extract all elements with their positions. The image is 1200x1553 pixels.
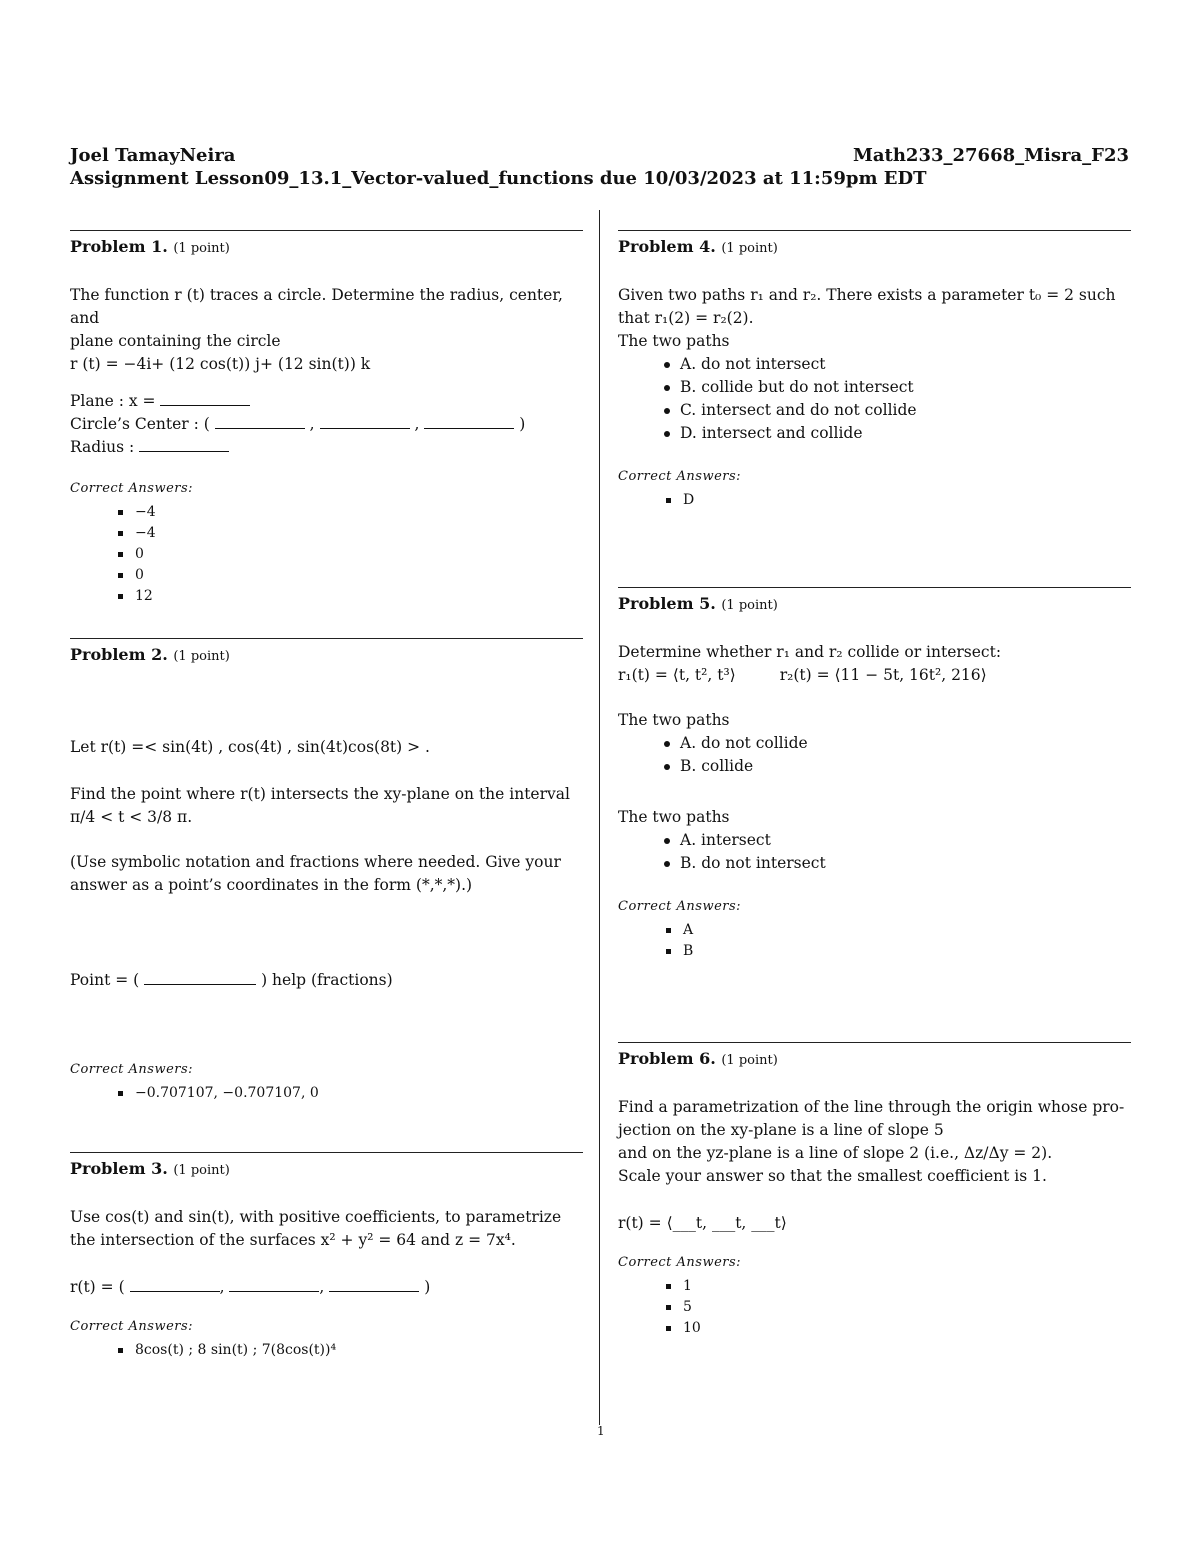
radius-input[interactable] [139,439,229,452]
left-column [70,230,583,1358]
problem-text: jection on the xy-plane is a line of slope 5 [618,1121,944,1139]
problem-divider [618,230,1131,231]
problem-1: Problem 1. (1 point) The function r (t) traces a circle. Determine the radius, center, and plane containing the circle r (t) = −4i+ (12 cos(t)) j+ (12 sin(t)) k Plane : x = Circle’s Center : ( , , ) Radius : Correct Answers: −4 −4 0 0 12 [70,230,583,607]
answer-item: 10 [666,1318,1131,1339]
problem-text: and on the yz-plane is a line of slope 2 (i.e., Δz/Δy = 2). [618,1144,1053,1162]
problem-text: plane containing the circle [70,332,281,350]
question-text: The two paths [618,711,730,729]
square-bullet-icon [666,1326,671,1331]
problem-text: that r₁(2) = r₂(2). [618,309,754,327]
square-bullet-icon [666,1305,671,1310]
answer-item: −4 [118,502,583,523]
option-item[interactable]: B. do not intersect [664,852,1131,875]
square-bullet-icon [118,531,123,536]
point-value: (1 point) [173,1163,230,1178]
answer-list [666,490,1131,511]
bullet-icon [664,431,670,437]
problem-divider [70,1152,583,1153]
problem-title: Problem 6. [618,1049,716,1068]
problem-text: Scale your answer so that the smallest coefficient is 1. [618,1167,1047,1185]
option-item[interactable]: A. do not intersect [664,353,1131,376]
point-value: (1 point) [721,1053,778,1068]
course-code: Math233_27668_Misra_F23 [852,145,1129,166]
page-number: 1 [597,1424,605,1438]
problem-note: (Use symbolic notation and fractions where needed. Give your [70,853,561,871]
answer-item: −4 [118,523,583,544]
interval: π/4 < t < 3/8 π. [70,808,193,826]
answer-item: 8cos(t) ; 8 sin(t) ; 7(8cos(t))⁴ [118,1340,583,1361]
answer-list [118,1340,583,1361]
correct-answers-label: Correct Answers: [70,481,194,496]
problem-divider [618,1042,1131,1043]
problem-text: Find a parametrization of the line through the origin whose pro- [618,1098,1125,1116]
option-item[interactable]: A. do not collide [664,732,1131,755]
option-list [664,732,1131,778]
column-divider [599,210,600,1425]
problem-text: The two paths [618,332,730,350]
plane-input[interactable] [160,393,250,406]
problem-title: Problem 5. [618,594,716,613]
square-bullet-icon [118,552,123,557]
answer-list [118,1083,583,1104]
right-column [618,230,1131,1336]
square-bullet-icon [666,498,671,503]
answer-item: B [666,941,1131,962]
option-list [664,829,1131,875]
answer-list [666,920,1131,962]
point-value: (1 point) [721,598,778,613]
y-component-input[interactable] [229,1279,319,1292]
r2-formula: r₂(t) = ⟨11 − 5t, 16t², 216⟩ [779,666,987,684]
problem-text: Find the point where r(t) intersects the xy-plane on the interval [70,785,570,803]
problem-divider [618,587,1131,588]
square-bullet-icon [666,928,671,933]
center-label: Circle’s Center : ( [70,415,210,433]
problem-note: answer as a point’s coordinates in the form (*,*,*).) [70,876,473,894]
answer-list [118,502,583,607]
correct-answers-label: Correct Answers: [70,1062,194,1077]
answer-item: A [666,920,1131,941]
problem-title: Problem 1. [70,237,168,256]
option-item[interactable]: A. intersect [664,829,1131,852]
bullet-icon [664,408,670,414]
correct-answers-label: Correct Answers: [70,1319,194,1334]
point-label: Point = ( [70,971,140,989]
option-item[interactable]: B. collide [664,755,1131,778]
problem-text: Let r(t) =< sin(4t) , cos(4t) , sin(4t)cos(8t) > . [70,738,430,756]
correct-answers-label: Correct Answers: [618,899,742,914]
question-text: The two paths [618,808,730,826]
problem-text: Use cos(t) and sin(t), with positive coefficients, to parametrize [70,1208,562,1226]
correct-answers-label: Correct Answers: [618,469,742,484]
bullet-icon [664,764,670,770]
problem-text: Determine whether r₁ and r₂ collide or intersect: [618,643,1002,661]
bullet-icon [664,362,670,368]
r-label: r(t) = ( [70,1278,125,1296]
problem-text: Given two paths r₁ and r₂. There exists a parameter t₀ = 2 such [618,286,1116,304]
problem-divider [70,638,583,639]
answer-item: 12 [118,586,583,607]
help-link[interactable]: ) help (fractions) [261,971,393,989]
option-item[interactable]: D. intersect and collide [664,422,1131,445]
square-bullet-icon [118,573,123,578]
answer-item: −0.707107, −0.707107, 0 [118,1083,583,1104]
problem-text: the intersection of the surfaces x² + y² = 64 and z = 7x⁴. [70,1231,516,1249]
problem-4 [618,230,1131,511]
square-bullet-icon [118,594,123,599]
bullet-icon [664,838,670,844]
problem-5 [618,587,1131,962]
bullet-icon [664,741,670,747]
bullet-icon [664,861,670,867]
problem-3: Problem 3. (1 point) Use cos(t) and sin(t), with positive coefficients, to parametrize the intersection of the surfaces x² + y² = 64 and z = 7x⁴. r(t) = ( , , ) Correct Answers: 8cos(t) ; 8 sin(t) ; 7(8cos(t))⁴ [70,1152,583,1361]
plane-label: Plane : x = [70,392,156,410]
problem-title: Problem 3. [70,1159,168,1178]
point-value: (1 point) [721,241,778,256]
square-bullet-icon [118,510,123,515]
correct-answers-label: Correct Answers: [618,1255,742,1270]
point-value: (1 point) [173,649,230,664]
answer-item: 0 [118,565,583,586]
square-bullet-icon [118,1091,123,1096]
option-item[interactable]: B. collide but do not intersect [664,376,1131,399]
square-bullet-icon [666,949,671,954]
answer-item: D [666,490,1131,511]
center-y-input[interactable] [320,416,410,429]
problem-divider [70,230,583,231]
problem-title: Problem 4. [618,237,716,256]
problem-text: The function r (t) traces a circle. Determine the radius, center, and [70,286,563,327]
center-z-input[interactable] [424,416,514,429]
point-value: (1 point) [173,241,230,256]
student-name: Joel TamayNeira [70,145,236,166]
z-component-input[interactable] [329,1279,419,1292]
radius-label: Radius : [70,438,135,456]
problem-title: Problem 2. [70,645,168,664]
center-x-input[interactable] [215,416,305,429]
x-component-input[interactable] [130,1279,220,1292]
square-bullet-icon [118,1348,123,1353]
assignment-title: Assignment Lesson09_13.1_Vector-valued_functions due 10/03/2023 at 11:59pm EDT [70,168,927,189]
answer-item: 5 [666,1297,1131,1318]
answer-item: 1 [666,1276,1131,1297]
bullet-icon [664,385,670,391]
problem-2 [70,638,583,1104]
square-bullet-icon [666,1284,671,1289]
r-parametrization[interactable]: r(t) = ⟨___t, ___t, ___t⟩ [618,1214,787,1232]
answer-item: 0 [118,544,583,565]
option-item[interactable]: C. intersect and do not collide [664,399,1131,422]
answer-list [666,1276,1131,1339]
problem-6 [618,1042,1131,1339]
formula: r (t) = −4i+ (12 cos(t)) j+ (12 sin(t)) k [70,355,371,373]
option-list [664,353,1131,445]
point-input[interactable] [144,972,256,985]
r1-formula: r₁(t) = ⟨t, t², t³⟩ [618,666,736,684]
